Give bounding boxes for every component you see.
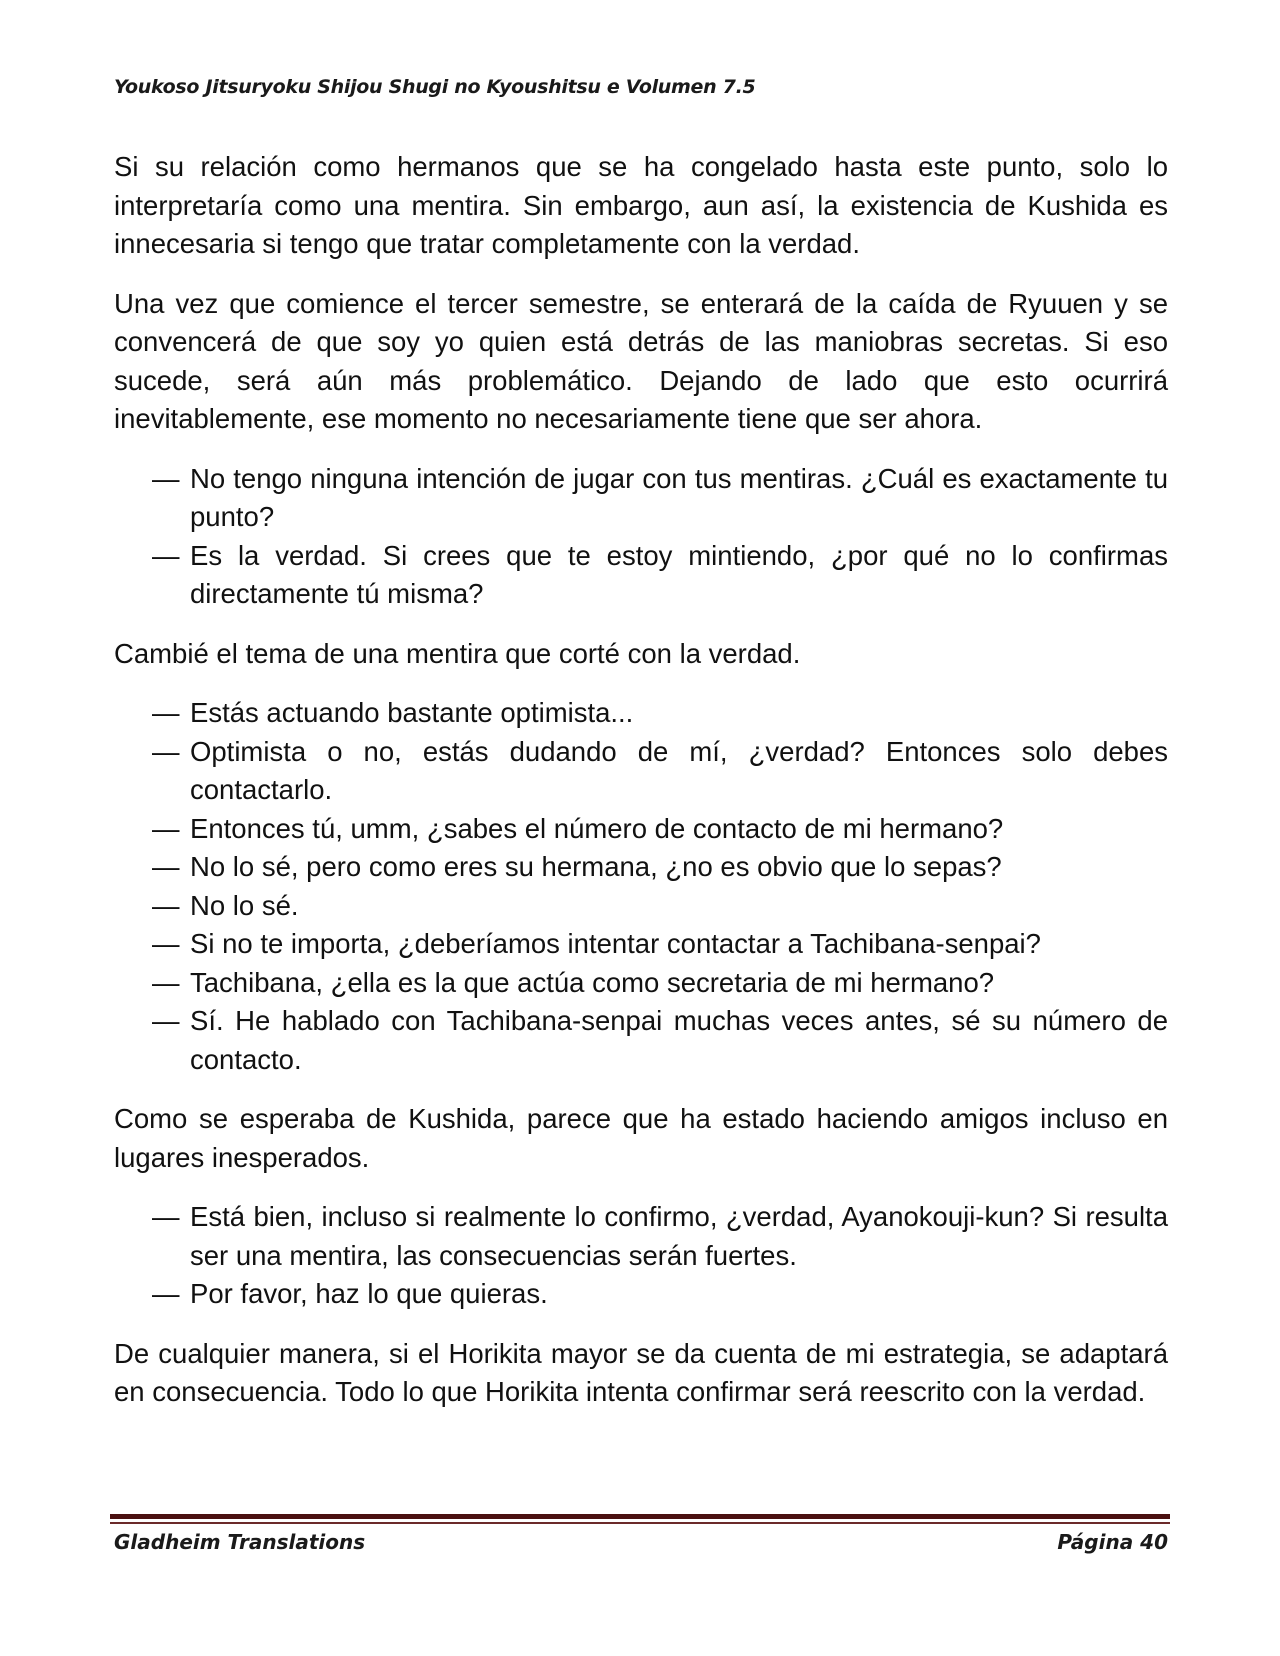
dialogue-text: No lo sé, pero como eres su hermana, ¿no es obvio que lo sepas? [190,851,1002,882]
dialogue-dash: — [152,462,180,494]
dialogue-dash: — [152,735,180,767]
dialogue-dash: — [152,851,180,882]
page-body [114,148,1168,1433]
dialogue-dash: — [152,966,180,998]
dialogue-dash: — [152,697,180,728]
dialogue-text: Si no te importa, ¿deberíamos intentar contactar a Tachibana-senpai? [190,928,1041,959]
dialogue-line [152,1002,1168,1079]
dialogue-text: Sí. He hablado con Tachibana-senpai muchas veces antes, sé su número de contacto. [190,1005,1168,1075]
dialogue-line [152,694,1168,733]
dialogue-text: Entonces tú, umm, ¿sabes el número de contacto de mi hermano? [190,812,1004,844]
dialogue-line [152,848,1168,887]
paragraph: Cambié el tema de una mentira que corté con la verdad. [114,637,801,669]
dialogue-dash: — [152,1201,180,1232]
dialogue-text: Por favor, haz lo que quieras. [190,1278,548,1309]
dialogue-block [152,460,1168,614]
dialogue-dash: — [152,928,180,959]
dialogue-dash: — [152,812,180,844]
paragraph: Como se esperaba de Kushida, parece que ha estado haciendo amigos incluso en lugares inesperados. [114,1103,1168,1173]
dialogue-dash: — [152,1278,180,1309]
footer-divider-thin [110,1522,1170,1524]
dialogue-line [152,925,1168,964]
dialogue-dash: — [152,539,180,571]
paragraph: Si su relación como hermanos que se ha congelado hasta este punto, solo lo interpretaría como una mentira. Sin embargo, aun así, la existencia de Kushida es innecesaria si tengo que tratar completamente con la verdad. [114,151,1168,259]
dialogue-text: No tengo ninguna intención de jugar con tus mentiras. ¿Cuál es exactamente tu punto? [190,462,1168,532]
dialogue-text: No lo sé. [190,889,299,921]
dialogue-text: Optimista o no, estás dudando de mí, ¿verdad? Entonces solo debes contactarlo. [190,735,1168,805]
footer-translator-credit: Gladheim Translations [114,1530,366,1554]
dialogue-text: Es la verdad. Si crees que te estoy mintiendo, ¿por qué no lo confirmas directamente tú misma? [190,539,1168,609]
dialogue-line [152,1275,1168,1314]
dialogue-text: Está bien, incluso si realmente lo confirmo, ¿verdad, Ayanokouji-kun? Si resulta ser una mentira, las consecuencias serán fuertes. [190,1201,1168,1271]
dialogue-line [152,537,1168,614]
dialogue-dash: — [152,889,180,921]
dialogue-text: Estás actuando bastante optimista... [190,697,634,728]
dialogue-line [152,1198,1168,1275]
dialogue-block [152,1198,1168,1314]
dialogue-block [152,694,1168,1079]
dialogue-line [152,460,1168,537]
footer-page-number: Página 40 [1057,1530,1168,1554]
dialogue-line [152,810,1168,849]
dialogue-text: Tachibana, ¿ella es la que actúa como secretaria de mi hermano? [190,966,995,998]
paragraph: De cualquier manera, si el Horikita mayor se da cuenta de mi estrategia, se adaptará en consecuencia. Todo lo que Horikita intenta confirmar será reescrito con la verdad. [114,1337,1168,1407]
dialogue-dash: — [152,1005,180,1036]
paragraph: Una vez que comience el tercer semestre, se enterará de la caída de Ryuuen y se convencerá de que soy yo quien está detrás de las maniobras secretas. Si eso sucede, será aún más problemático. Dejando de lado que esto ocurrirá inevitablemente, ese momento no necesariamente tiene que ser ahora. [114,287,1168,434]
dialogue-line [152,964,1168,1003]
dialogue-line [152,733,1168,810]
dialogue-line [152,887,1168,926]
footer-divider-thick [110,1514,1170,1519]
page-header-title: Youkoso Jitsuryoku Shijou Shugi no Kyoushitsu e Volumen 7.5 [114,76,756,98]
